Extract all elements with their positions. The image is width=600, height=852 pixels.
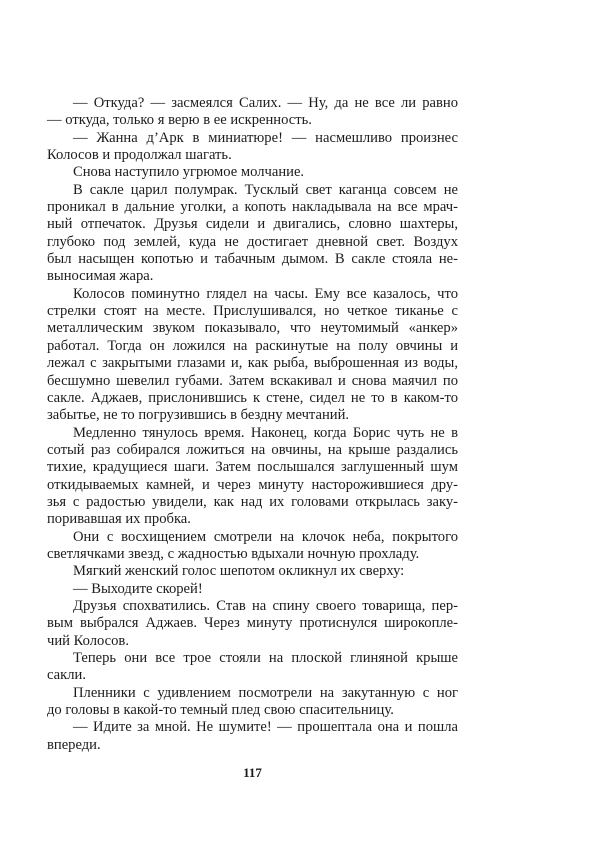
body-text	[47, 95, 458, 754]
text-line: стрелки стоят на месте. Прислушивался, но четкое тиканье с	[47, 303, 458, 320]
text-line: откидываемых камней, и через минуту насторожившиеся дру-	[47, 476, 458, 493]
text-line: проникал в дальние уголки, а копоть накладывала на все мрач-	[47, 199, 458, 216]
text-line: вым выбрался Аджаев. Через минуту протиснулся широкопле-	[47, 615, 458, 632]
text-line: бесшумно шевелил губами. Затем вскакивал и снова маячил по	[47, 372, 458, 389]
text-line: зья с радостью увидели, как над их головами открылась заку-	[47, 493, 458, 510]
text-line: Медленно тянулось время. Наконец, когда Борис чуть не в	[73, 424, 458, 441]
text-line: тихие, крадущиеся шаги. Затем послышался заглушенный шум	[47, 459, 458, 476]
text-line: Пленники с удивлением посмотрели на закутанную с ног	[73, 684, 458, 701]
text-line: Друзья спохватились. Став на спину своего товарища, пер-	[73, 597, 458, 614]
text-line: впереди.	[47, 736, 101, 753]
text-line: — Откуда? — засмеялся Салих. — Ну, да не все ли равно	[73, 95, 458, 111]
page-number: 117	[243, 765, 262, 780]
text-line: поривавшая их пробка.	[47, 511, 191, 528]
text-line: Снова наступило угрюмое молчание.	[73, 164, 305, 181]
text-line: чий Колосов.	[47, 632, 129, 649]
text-line: Колосов и продолжал шагать.	[47, 147, 232, 164]
text-line: сакли.	[47, 667, 86, 684]
text-line: глубоко под землей, куда не достигает дневной свет. Воздух	[47, 233, 458, 250]
text-line: — Жанна д’Арк в миниатюре! — насмешливо произнес	[73, 129, 458, 146]
text-line: Колосов поминутно глядел на часы. Ему все казалось, что	[73, 285, 458, 302]
text-line: сакле. Аджаев, прислонившись к стене, сидел не то в каком-то	[47, 389, 458, 406]
text-line: Теперь они все трое стояли на плоской глиняной крыше	[73, 650, 458, 666]
text-line: забытье, не то погрузившись в бездну мечтаний.	[47, 407, 350, 424]
text-line: до головы в какой-то темный плед свою спасительницу.	[47, 702, 394, 719]
text-line: Мягкий женский голос шепотом окликнул их сверху:	[73, 563, 405, 580]
text-line: выносимая жара.	[47, 268, 154, 285]
text-line: был насыщен копотью и табачным дымом. В сакле стояла не-	[47, 251, 458, 268]
text-line: — Идите за мной. Не шумите! — прошептала она и пошла	[73, 719, 458, 736]
text-line: В сакле царил полумрак. Тусклый свет каганца совсем не	[73, 181, 458, 198]
text-line: — откуда, только я верю в ее искренность.	[47, 112, 312, 129]
text-line: ный отпечаток. Друзья сидели и двигались, словно шахтеры,	[47, 216, 458, 233]
text-line: светлячками звезд, с жадностью вдыхали ночную прохладу.	[47, 545, 420, 562]
text-line: Они с восхищением смотрели на клочок неба, покрытого	[73, 528, 458, 545]
text-line: сотый раз собирался ложиться на овчины, на крыше раздались	[47, 441, 458, 458]
text-line: металлическим звуком показывало, что неутомимый «анкер»	[47, 320, 458, 337]
text-line: работал. Тогда он ложился на раскинутые на полу овчины и	[47, 337, 458, 354]
text-line: — Выходите скорей!	[73, 580, 203, 597]
text-line: лежал с закрытыми глазами и, как рыба, выброшенная из воды,	[47, 355, 458, 372]
